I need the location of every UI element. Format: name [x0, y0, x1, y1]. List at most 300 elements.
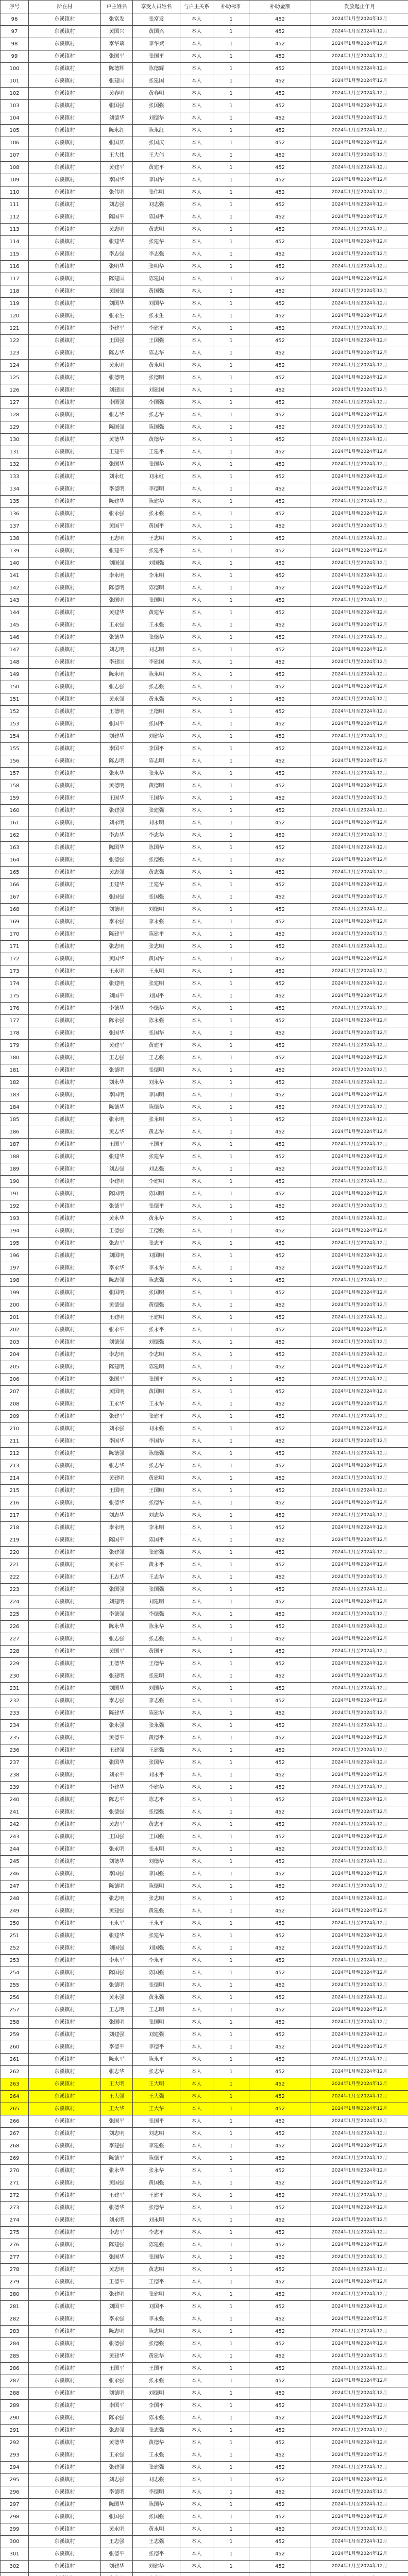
- cell-recipient[interactable]: 王志明: [133, 533, 180, 545]
- cell-index[interactable]: 201: [1, 1312, 29, 1324]
- cell-standard[interactable]: 1: [213, 1559, 249, 1571]
- cell-period[interactable]: 2024年1月至2024年12月: [311, 63, 408, 75]
- cell-householder[interactable]: 张志华: [101, 1460, 133, 1472]
- cell-village[interactable]: 东溪镇村: [29, 323, 101, 335]
- cell-village[interactable]: 东溪镇村: [29, 817, 101, 829]
- cell-standard[interactable]: 1: [213, 2091, 249, 2103]
- cell-standard[interactable]: 1: [213, 557, 249, 570]
- cell-period[interactable]: 2024年1月至2024年12月: [311, 248, 408, 261]
- cell-village[interactable]: 东溪镇村: [29, 1139, 101, 1151]
- cell-index[interactable]: 164: [1, 854, 29, 867]
- cell-period[interactable]: 2024年1月至2024年12月: [311, 1534, 408, 1547]
- cell-village[interactable]: 东溪镇村: [29, 2078, 101, 2091]
- cell-village[interactable]: 东溪镇村: [29, 1930, 101, 1942]
- cell-amount[interactable]: 452: [249, 743, 311, 755]
- cell-amount[interactable]: 452: [249, 2016, 311, 2029]
- cell-standard[interactable]: 1: [213, 2115, 249, 2128]
- cell-householder[interactable]: 王德强: [101, 1225, 133, 1238]
- cell-relation[interactable]: 本人: [180, 595, 213, 607]
- cell-standard[interactable]: 1: [213, 1200, 249, 1213]
- cell-period[interactable]: 2024年1月至2024年12月: [311, 75, 408, 88]
- cell-index[interactable]: 236: [1, 1744, 29, 1757]
- cell-amount[interactable]: 452: [249, 2227, 311, 2239]
- cell-index[interactable]: 233: [1, 1707, 29, 1720]
- cell-recipient[interactable]: 张国平: [133, 2115, 180, 2128]
- cell-recipient[interactable]: 刘志强: [133, 1163, 180, 1176]
- cell-householder[interactable]: 黄永华: [101, 1213, 133, 1225]
- cell-standard[interactable]: 1: [213, 1312, 249, 1324]
- cell-period[interactable]: 2024年1月至2024年12月: [311, 298, 408, 310]
- cell-village[interactable]: 东溪镇村: [29, 792, 101, 805]
- cell-householder[interactable]: 黄国华: [101, 953, 133, 965]
- cell-amount[interactable]: 452: [249, 1312, 311, 1324]
- cell-standard[interactable]: 1: [213, 1225, 249, 1238]
- cell-recipient[interactable]: 刘建国: [133, 384, 180, 397]
- cell-index[interactable]: 225: [1, 1608, 29, 1621]
- cell-index[interactable]: 235: [1, 1732, 29, 1744]
- cell-index[interactable]: 162: [1, 829, 29, 842]
- cell-period[interactable]: 2024年1月至2024年12月: [311, 2474, 408, 2486]
- cell-householder[interactable]: 李建华: [101, 1782, 133, 1794]
- cell-relation[interactable]: 本人: [180, 1571, 213, 1584]
- cell-index[interactable]: 207: [1, 1386, 29, 1398]
- cell-village[interactable]: 东溪镇村: [29, 1744, 101, 1757]
- cell-recipient[interactable]: 张志华: [133, 409, 180, 421]
- cell-index[interactable]: 302: [1, 2561, 29, 2573]
- cell-recipient[interactable]: 张志强: [133, 1633, 180, 1646]
- cell-index[interactable]: 117: [1, 273, 29, 285]
- cell-relation[interactable]: 本人: [180, 1275, 213, 1287]
- cell-recipient[interactable]: 张国平: [133, 718, 180, 731]
- cell-index[interactable]: 103: [1, 100, 29, 112]
- cell-period[interactable]: 2024年1月至2024年12月: [311, 1621, 408, 1633]
- cell-period[interactable]: 2024年1月至2024年12月: [311, 2103, 408, 2115]
- cell-index[interactable]: 257: [1, 2004, 29, 2016]
- cell-index[interactable]: 190: [1, 1176, 29, 1188]
- cell-householder[interactable]: 王建平: [101, 446, 133, 459]
- cell-index[interactable]: 194: [1, 1225, 29, 1238]
- cell-index[interactable]: 252: [1, 1942, 29, 1955]
- cell-amount[interactable]: 452: [249, 199, 311, 211]
- cell-amount[interactable]: 452: [249, 63, 311, 75]
- cell-index[interactable]: 191: [1, 1188, 29, 1200]
- cell-householder[interactable]: 张永华: [101, 2165, 133, 2177]
- cell-relation[interactable]: 本人: [180, 1003, 213, 1015]
- cell-standard[interactable]: 1: [213, 1089, 249, 1101]
- cell-recipient[interactable]: 陈志明: [133, 755, 180, 768]
- cell-index[interactable]: 204: [1, 1349, 29, 1361]
- cell-amount[interactable]: 452: [249, 409, 311, 421]
- cell-village[interactable]: 东溪镇村: [29, 2140, 101, 2153]
- cell-period[interactable]: 2024年1月至2024年12月: [311, 1163, 408, 1176]
- cell-standard[interactable]: 1: [213, 2511, 249, 2523]
- cell-period[interactable]: 2024年1月至2024年12月: [311, 1707, 408, 1720]
- cell-village[interactable]: 东溪镇村: [29, 2523, 101, 2536]
- cell-index[interactable]: 288: [1, 2387, 29, 2400]
- cell-householder[interactable]: 李德明: [101, 483, 133, 496]
- cell-village[interactable]: 东溪镇村: [29, 199, 101, 211]
- cell-amount[interactable]: 452: [249, 1299, 311, 1312]
- cell-recipient[interactable]: 张伟明: [133, 187, 180, 199]
- cell-householder[interactable]: 李国强: [101, 1868, 133, 1880]
- cell-standard[interactable]: 1: [213, 2412, 249, 2425]
- cell-householder[interactable]: 王志强: [101, 2536, 133, 2548]
- cell-standard[interactable]: 1: [213, 1955, 249, 1967]
- cell-amount[interactable]: 452: [249, 397, 311, 409]
- cell-index[interactable]: 165: [1, 867, 29, 879]
- cell-relation[interactable]: 本人: [180, 570, 213, 582]
- cell-recipient[interactable]: 陈建明: [133, 1361, 180, 1374]
- cell-recipient[interactable]: 黄建平: [133, 162, 180, 174]
- cell-relation[interactable]: 本人: [180, 2449, 213, 2462]
- cell-index[interactable]: 266: [1, 2115, 29, 2128]
- cell-amount[interactable]: 452: [249, 2103, 311, 2115]
- cell-householder[interactable]: 张永华: [101, 768, 133, 780]
- cell-recipient[interactable]: 张建强: [133, 805, 180, 817]
- cell-householder[interactable]: 刘国平: [101, 990, 133, 1003]
- cell-index[interactable]: 113: [1, 224, 29, 236]
- cell-recipient[interactable]: 黄德平: [133, 1732, 180, 1744]
- cell-period[interactable]: 2024年1月至2024年12月: [311, 261, 408, 273]
- cell-index[interactable]: 200: [1, 1299, 29, 1312]
- cell-period[interactable]: 2024年1月至2024年12月: [311, 1275, 408, 1287]
- cell-village[interactable]: 东溪镇村: [29, 1262, 101, 1275]
- cell-recipient[interactable]: 李德平: [133, 2041, 180, 2054]
- cell-standard[interactable]: 1: [213, 2264, 249, 2276]
- cell-index[interactable]: 227: [1, 1633, 29, 1646]
- cell-amount[interactable]: 452: [249, 285, 311, 298]
- cell-householder[interactable]: 黄国平: [101, 520, 133, 533]
- cell-householder[interactable]: 黄永明: [101, 360, 133, 372]
- cell-standard[interactable]: 1: [213, 1930, 249, 1942]
- cell-index[interactable]: 285: [1, 2350, 29, 2363]
- cell-recipient[interactable]: 张建明: [133, 2289, 180, 2301]
- cell-householder[interactable]: 张伟明: [101, 187, 133, 199]
- cell-standard[interactable]: 1: [213, 2400, 249, 2412]
- cell-village[interactable]: 东溪镇村: [29, 1411, 101, 1423]
- cell-amount[interactable]: 452: [249, 347, 311, 360]
- cell-period[interactable]: 2024年1月至2024年12月: [311, 2276, 408, 2289]
- cell-standard[interactable]: 1: [213, 2066, 249, 2078]
- cell-index[interactable]: 255: [1, 1979, 29, 1992]
- cell-period[interactable]: 2024年1月至2024年12月: [311, 1497, 408, 1510]
- cell-period[interactable]: 2024年1月至2024年12月: [311, 162, 408, 174]
- cell-householder[interactable]: 王建华: [101, 879, 133, 891]
- cell-index[interactable]: 272: [1, 2190, 29, 2202]
- cell-index[interactable]: 144: [1, 607, 29, 619]
- cell-householder[interactable]: 张德强: [101, 1806, 133, 1819]
- cell-standard[interactable]: 1: [213, 1398, 249, 1411]
- cell-householder[interactable]: 李国强: [101, 397, 133, 409]
- cell-householder[interactable]: 李志强: [101, 1695, 133, 1707]
- cell-index[interactable]: 250: [1, 1918, 29, 1930]
- cell-amount[interactable]: 452: [249, 273, 311, 285]
- cell-relation[interactable]: 本人: [180, 1794, 213, 1806]
- cell-village[interactable]: 东溪镇村: [29, 75, 101, 88]
- cell-recipient[interactable]: 陈永强: [133, 2412, 180, 2425]
- cell-village[interactable]: 东溪镇村: [29, 1238, 101, 1250]
- cell-amount[interactable]: 452: [249, 941, 311, 953]
- cell-householder[interactable]: 张国华: [101, 459, 133, 471]
- cell-period[interactable]: 2024年1月至2024年12月: [311, 1015, 408, 1027]
- cell-recipient[interactable]: 黄建华: [133, 607, 180, 619]
- cell-recipient[interactable]: 李德华: [133, 1003, 180, 1015]
- cell-amount[interactable]: 452: [249, 854, 311, 867]
- cell-index[interactable]: 202: [1, 1324, 29, 1336]
- cell-amount[interactable]: 452: [249, 2400, 311, 2412]
- cell-recipient[interactable]: 张德强: [133, 1806, 180, 1819]
- cell-relation[interactable]: 本人: [180, 780, 213, 792]
- cell-index[interactable]: 131: [1, 446, 29, 459]
- cell-standard[interactable]: 1: [213, 731, 249, 743]
- cell-standard[interactable]: 1: [213, 582, 249, 595]
- cell-period[interactable]: 2024年1月至2024年12月: [311, 1077, 408, 1089]
- cell-village[interactable]: 东溪镇村: [29, 1608, 101, 1621]
- cell-village[interactable]: 东溪镇村: [29, 2338, 101, 2350]
- cell-recipient[interactable]: 刘永平: [133, 1769, 180, 1782]
- cell-period[interactable]: 2024年1月至2024年12月: [311, 2251, 408, 2264]
- cell-index[interactable]: 229: [1, 1658, 29, 1670]
- cell-standard[interactable]: 1: [213, 978, 249, 990]
- cell-village[interactable]: 东溪镇村: [29, 1213, 101, 1225]
- cell-relation[interactable]: 本人: [180, 2041, 213, 2054]
- cell-recipient[interactable]: 王志强: [133, 1052, 180, 1064]
- cell-period[interactable]: 2024年1月至2024年12月: [311, 1806, 408, 1819]
- cell-standard[interactable]: 1: [213, 1831, 249, 1843]
- cell-relation[interactable]: 本人: [180, 1769, 213, 1782]
- cell-village[interactable]: 东溪镇村: [29, 174, 101, 187]
- cell-period[interactable]: 2024年1月至2024年12月: [311, 2078, 408, 2091]
- cell-amount[interactable]: 452: [249, 1472, 311, 1485]
- cell-period[interactable]: 2024年1月至2024年12月: [311, 384, 408, 397]
- cell-householder[interactable]: 李国华: [101, 174, 133, 187]
- cell-village[interactable]: 东溪镇村: [29, 2041, 101, 2054]
- cell-index[interactable]: 149: [1, 669, 29, 681]
- cell-amount[interactable]: 452: [249, 557, 311, 570]
- cell-amount[interactable]: 452: [249, 780, 311, 792]
- cell-relation[interactable]: 本人: [180, 1732, 213, 1744]
- cell-relation[interactable]: 本人: [180, 248, 213, 261]
- cell-index[interactable]: 151: [1, 693, 29, 706]
- cell-standard[interactable]: 1: [213, 1435, 249, 1448]
- cell-householder[interactable]: 陈建国: [101, 273, 133, 285]
- cell-period[interactable]: 2024年1月至2024年12月: [311, 520, 408, 533]
- cell-recipient[interactable]: 李国平: [133, 2400, 180, 2412]
- cell-householder[interactable]: 陈德华: [101, 1101, 133, 1114]
- cell-amount[interactable]: 452: [249, 706, 311, 718]
- cell-period[interactable]: 2024年1月至2024年12月: [311, 632, 408, 644]
- cell-village[interactable]: 东溪镇村: [29, 681, 101, 693]
- cell-village[interactable]: 东溪镇村: [29, 1918, 101, 1930]
- cell-period[interactable]: [311, 2573, 408, 2576]
- cell-recipient[interactable]: 李建明: [133, 1176, 180, 1188]
- cell-amount[interactable]: 452: [249, 2449, 311, 2462]
- cell-recipient[interactable]: 张德平: [133, 1200, 180, 1213]
- cell-standard[interactable]: 1: [213, 1188, 249, 1200]
- cell-village[interactable]: 东溪镇村: [29, 310, 101, 323]
- cell-period[interactable]: 2024年1月至2024年12月: [311, 1336, 408, 1349]
- cell-householder[interactable]: 张国平: [101, 50, 133, 63]
- cell-period[interactable]: 2024年1月至2024年12月: [311, 1225, 408, 1238]
- cell-standard[interactable]: 1: [213, 941, 249, 953]
- cell-householder[interactable]: 张永强: [101, 2375, 133, 2387]
- cell-standard[interactable]: 1: [213, 1101, 249, 1114]
- cell-period[interactable]: 2024年1月至2024年12月: [311, 2499, 408, 2511]
- cell-amount[interactable]: 452: [249, 2499, 311, 2511]
- cell-standard[interactable]: 1: [213, 2177, 249, 2190]
- cell-standard[interactable]: 1: [213, 2289, 249, 2301]
- cell-standard[interactable]: 1: [213, 2128, 249, 2140]
- cell-standard[interactable]: 1: [213, 1015, 249, 1027]
- cell-village[interactable]: 东溪镇村: [29, 2016, 101, 2029]
- cell-period[interactable]: 2024年1月至2024年12月: [311, 1114, 408, 1126]
- cell-recipient[interactable]: 黄国强: [133, 285, 180, 298]
- cell-relation[interactable]: 本人: [180, 2264, 213, 2276]
- cell-index[interactable]: 163: [1, 842, 29, 854]
- cell-householder[interactable]: 黄志平: [101, 1819, 133, 1831]
- cell-householder[interactable]: 黄国平: [101, 1646, 133, 1658]
- cell-householder[interactable]: 陈志强: [101, 1275, 133, 1287]
- cell-period[interactable]: 2024年1月至2024年12月: [311, 1139, 408, 1151]
- cell-recipient[interactable]: 王德华: [133, 1658, 180, 1670]
- cell-amount[interactable]: 452: [249, 261, 311, 273]
- cell-period[interactable]: 2024年1月至2024年12月: [311, 1287, 408, 1299]
- cell-recipient[interactable]: 刘建强: [133, 2029, 180, 2041]
- cell-village[interactable]: 东溪镇村: [29, 731, 101, 743]
- cell-recipient[interactable]: 张建平: [133, 1411, 180, 1423]
- cell-relation[interactable]: 本人: [180, 755, 213, 768]
- cell-standard[interactable]: 1: [213, 879, 249, 891]
- cell-amount[interactable]: 452: [249, 1843, 311, 1856]
- cell-relation[interactable]: 本人: [180, 1386, 213, 1398]
- cell-period[interactable]: 2024年1月至2024年12月: [311, 409, 408, 421]
- cell-index[interactable]: 242: [1, 1819, 29, 1831]
- cell-index[interactable]: 280: [1, 2289, 29, 2301]
- cell-village[interactable]: 东溪镇村: [29, 137, 101, 149]
- cell-amount[interactable]: 452: [249, 545, 311, 557]
- cell-householder[interactable]: 张永平: [101, 1324, 133, 1336]
- cell-index[interactable]: 244: [1, 1843, 29, 1856]
- cell-index[interactable]: 179: [1, 1040, 29, 1052]
- cell-period[interactable]: 2024年1月至2024年12月: [311, 2239, 408, 2251]
- cell-index[interactable]: 141: [1, 570, 29, 582]
- cell-standard[interactable]: 1: [213, 533, 249, 545]
- cell-amount[interactable]: 452: [249, 2326, 311, 2338]
- cell-recipient[interactable]: 张国华: [133, 459, 180, 471]
- cell-relation[interactable]: 本人: [180, 792, 213, 805]
- cell-index[interactable]: 254: [1, 1967, 29, 1979]
- cell-relation[interactable]: 本人: [180, 1200, 213, 1213]
- cell-village[interactable]: 东溪镇村: [29, 768, 101, 780]
- cell-index[interactable]: 262: [1, 2066, 29, 2078]
- cell-village[interactable]: 东溪镇村: [29, 2437, 101, 2449]
- cell-standard[interactable]: 1: [213, 2486, 249, 2499]
- cell-index[interactable]: 186: [1, 1126, 29, 1139]
- cell-standard[interactable]: 1: [213, 891, 249, 904]
- cell-relation[interactable]: 本人: [180, 347, 213, 360]
- cell-recipient[interactable]: 张国强: [133, 2511, 180, 2523]
- cell-householder[interactable]: 陈国华: [101, 2499, 133, 2511]
- cell-index[interactable]: 187: [1, 1139, 29, 1151]
- cell-recipient[interactable]: 刘国强: [133, 557, 180, 570]
- cell-recipient[interactable]: 刘永明: [133, 817, 180, 829]
- cell-period[interactable]: 2024年1月至2024年12月: [311, 1374, 408, 1386]
- cell-standard[interactable]: 1: [213, 805, 249, 817]
- cell-householder[interactable]: 张明华: [101, 261, 133, 273]
- cell-standard[interactable]: 1: [213, 1040, 249, 1052]
- cell-householder[interactable]: 张建平: [101, 1411, 133, 1423]
- cell-householder[interactable]: 张志华: [101, 2066, 133, 2078]
- cell-amount[interactable]: 452: [249, 1608, 311, 1621]
- cell-relation[interactable]: 本人: [180, 1559, 213, 1571]
- cell-recipient[interactable]: 李永明: [133, 1522, 180, 1534]
- cell-amount[interactable]: 452: [249, 1732, 311, 1744]
- cell-relation[interactable]: 本人: [180, 1349, 213, 1361]
- cell-standard[interactable]: [213, 2573, 249, 2576]
- cell-relation[interactable]: 本人: [180, 446, 213, 459]
- cell-standard[interactable]: 1: [213, 372, 249, 384]
- cell-amount[interactable]: 452: [249, 125, 311, 137]
- cell-householder[interactable]: 王永明: [101, 965, 133, 978]
- cell-standard[interactable]: 1: [213, 2239, 249, 2251]
- cell-recipient[interactable]: 陈德明: [133, 582, 180, 595]
- cell-standard[interactable]: 1: [213, 681, 249, 693]
- cell-householder[interactable]: 王德明: [101, 706, 133, 718]
- cell-standard[interactable]: 1: [213, 496, 249, 508]
- cell-recipient[interactable]: 李国华: [133, 174, 180, 187]
- cell-index[interactable]: 192: [1, 1200, 29, 1213]
- cell-index[interactable]: 215: [1, 1485, 29, 1497]
- cell-village[interactable]: 东溪镇村: [29, 1312, 101, 1324]
- cell-index[interactable]: 217: [1, 1510, 29, 1522]
- cell-index[interactable]: 239: [1, 1782, 29, 1794]
- cell-standard[interactable]: 1: [213, 236, 249, 248]
- cell-amount[interactable]: 452: [249, 1534, 311, 1547]
- cell-period[interactable]: 2024年1月至2024年12月: [311, 88, 408, 100]
- cell-village[interactable]: 东溪镇村: [29, 557, 101, 570]
- cell-recipient[interactable]: 张德平: [133, 2548, 180, 2561]
- cell-householder[interactable]: 黄德华: [101, 434, 133, 446]
- cell-index[interactable]: 171: [1, 941, 29, 953]
- cell-householder[interactable]: 李建明: [101, 1176, 133, 1188]
- cell-amount[interactable]: 452: [249, 693, 311, 706]
- cell-period[interactable]: 2024年1月至2024年12月: [311, 2387, 408, 2400]
- header-cell-index[interactable]: 序号: [1, 1, 29, 13]
- cell-householder[interactable]: 刘永平: [101, 1769, 133, 1782]
- cell-period[interactable]: 2024年1月至2024年12月: [311, 125, 408, 137]
- cell-standard[interactable]: 1: [213, 817, 249, 829]
- cell-village[interactable]: 东溪镇村: [29, 2425, 101, 2437]
- cell-householder[interactable]: 黄德明: [101, 780, 133, 792]
- cell-amount[interactable]: 452: [249, 508, 311, 520]
- cell-recipient[interactable]: 陈永平: [133, 2054, 180, 2066]
- cell-period[interactable]: 2024年1月至2024年12月: [311, 508, 408, 520]
- cell-index[interactable]: 269: [1, 2153, 29, 2165]
- cell-householder[interactable]: 陈建华: [101, 1707, 133, 1720]
- cell-relation[interactable]: 本人: [180, 829, 213, 842]
- cell-period[interactable]: 2024年1月至2024年12月: [311, 335, 408, 347]
- cell-amount[interactable]: 452: [249, 310, 311, 323]
- cell-village[interactable]: 东溪镇村: [29, 1559, 101, 1571]
- cell-period[interactable]: 2024年1月至2024年12月: [311, 607, 408, 619]
- cell-period[interactable]: 2024年1月至2024年12月: [311, 397, 408, 409]
- cell-period[interactable]: 2024年1月至2024年12月: [311, 13, 408, 26]
- cell-period[interactable]: 2024年1月至2024年12月: [311, 978, 408, 990]
- cell-relation[interactable]: 本人: [180, 1485, 213, 1497]
- cell-householder[interactable]: 张富发: [101, 13, 133, 26]
- cell-householder[interactable]: 张国平: [101, 2115, 133, 2128]
- cell-standard[interactable]: 1: [213, 13, 249, 26]
